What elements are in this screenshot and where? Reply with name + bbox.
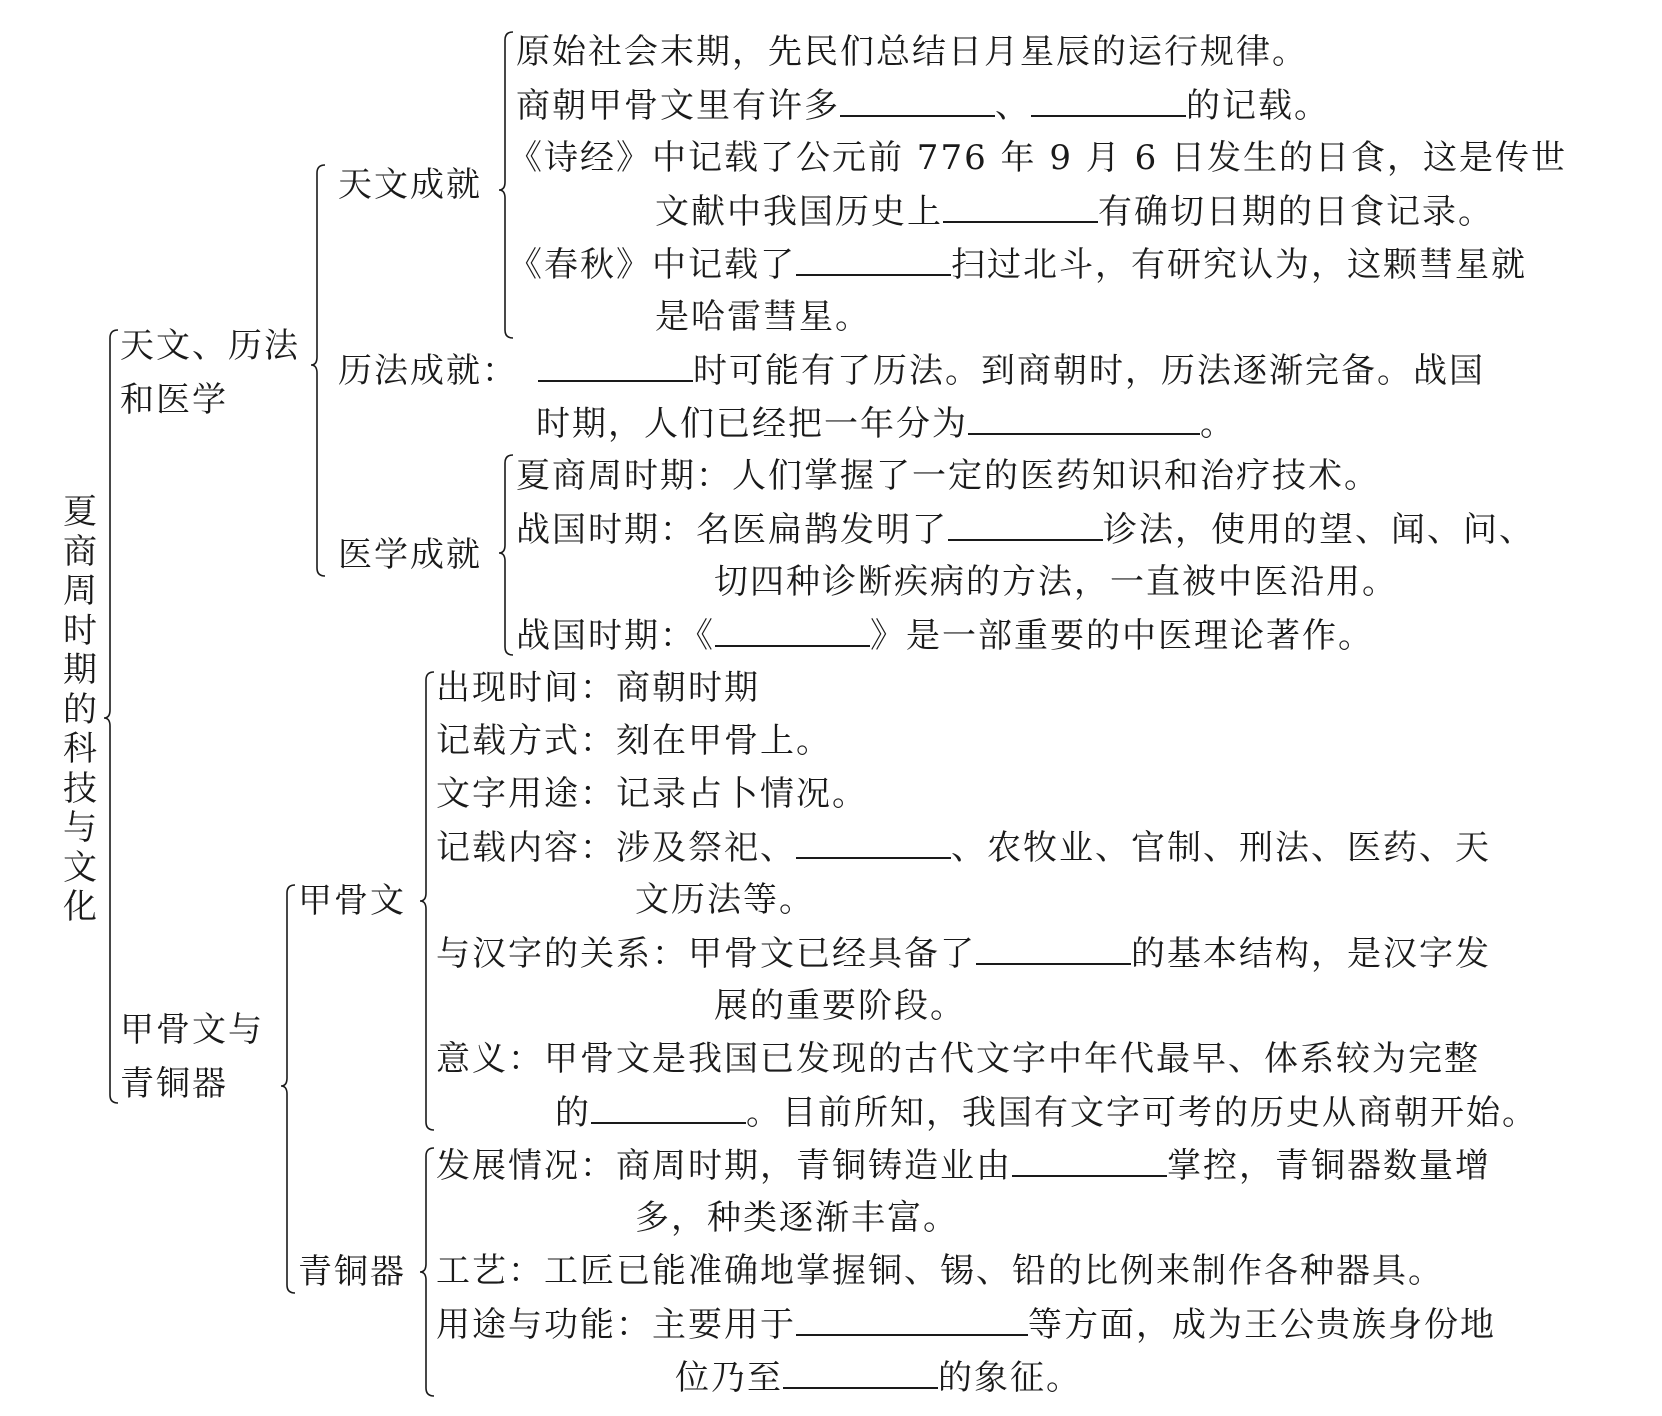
oracle-brace xyxy=(420,672,434,1130)
answer-blank[interactable] xyxy=(976,933,1131,965)
bronze-brace xyxy=(420,1148,434,1396)
bronze-craft: 工艺：工匠已能准确地掌握铜、锡、铅的比例来制作各种器具。 xyxy=(436,1251,1444,1291)
main-title: 夏商周时期的科技与文化 xyxy=(63,492,97,927)
oracle-content-c: 文历法等。 xyxy=(635,880,815,920)
astronomy-line3a: 《诗经》中记载了公元前 776 年 9 月 6 日发生的日食，这是传世 xyxy=(508,138,1568,178)
oracle-relation: 与汉字的关系：甲骨文已经具备了 的基本结构，是汉字发 xyxy=(436,934,1491,974)
oracle-use: 文字用途：记录占卜情况。 xyxy=(436,774,868,814)
astronomy-line4c: 是哈雷彗星。 xyxy=(655,297,871,337)
answer-blank[interactable] xyxy=(796,244,951,276)
branch2-brace xyxy=(281,885,295,1293)
calendar-line1: 历法成就： 时可能有了历法。到商朝时，历法逐渐完备。战国 xyxy=(338,351,1485,391)
medicine-line2c: 切四种诊断疾病的方法，一直被中医沿用。 xyxy=(714,562,1398,602)
astronomy-line2: 商朝甲骨文里有许多 、 的记载。 xyxy=(516,86,1330,126)
medicine-line2: 战国时期：名医扁鹊发明了 诊法，使用的望、闻、问、 xyxy=(516,510,1535,550)
bronze-development-c: 多，种类逐渐丰富。 xyxy=(635,1198,959,1238)
medicine-brace xyxy=(499,455,513,655)
astronomy-label: 天文成就 xyxy=(338,165,482,205)
oracle-time: 出现时间：商朝时期 xyxy=(436,668,760,708)
branch2-label-line1: 甲骨文与 xyxy=(120,1010,264,1050)
bronze-development: 发展情况：商周时期，青铜铸造业由 掌控，青铜器数量增 xyxy=(436,1146,1491,1186)
answer-blank[interactable] xyxy=(783,1357,938,1389)
answer-blank[interactable] xyxy=(1012,1145,1167,1177)
answer-blank[interactable] xyxy=(840,85,995,117)
medicine-line3: 战国时期：《 》是一部重要的中医理论著作。 xyxy=(516,616,1374,656)
astronomy-line4: 《春秋》中记载了 扫过北斗，有研究认为，这颗彗星就 xyxy=(508,245,1527,285)
answer-blank[interactable] xyxy=(796,827,951,859)
answer-blank[interactable] xyxy=(591,1092,746,1124)
answer-blank[interactable] xyxy=(796,1304,1028,1336)
medicine-line1: 夏商周时期：人们掌握了一定的医药知识和治疗技术。 xyxy=(516,456,1380,496)
answer-blank[interactable] xyxy=(968,403,1200,435)
oracle-label: 甲骨文 xyxy=(298,881,406,921)
oracle-content: 记载内容：涉及祭祀、 、农牧业、官制、刑法、医药、天 xyxy=(436,828,1491,868)
oracle-significance: 意义：甲骨文是我国已发现的古代文字中年代最早、体系较为完整 xyxy=(436,1039,1480,1079)
oracle-significance-b: 的 。目前所知，我国有文字可考的历史从商朝开始。 xyxy=(555,1093,1538,1133)
answer-blank[interactable] xyxy=(943,191,1098,223)
astronomy-line3b: 文献中我国历史上 有确切日期的日食记录。 xyxy=(655,192,1494,232)
calendar-line2: 时期，人们已经把一年分为 。 xyxy=(536,404,1236,444)
branch1-brace xyxy=(311,165,325,576)
branch2-label-line2: 青铜器 xyxy=(120,1064,228,1104)
answer-blank[interactable] xyxy=(948,509,1103,541)
bronze-label: 青铜器 xyxy=(298,1252,406,1292)
main-brace xyxy=(104,330,118,1103)
branch1-label-line2: 和医学 xyxy=(120,380,228,420)
bronze-function: 用途与功能：主要用于 等方面，成为王公贵族身份地 xyxy=(436,1305,1496,1345)
oracle-method: 记载方式：刻在甲骨上。 xyxy=(436,721,832,761)
branch1-label-line1: 天文、历法 xyxy=(120,326,300,366)
bronze-function-c: 位乃至 的象征。 xyxy=(675,1358,1082,1398)
answer-blank[interactable] xyxy=(538,350,693,382)
medicine-label: 医学成就 xyxy=(338,535,482,575)
calendar-label: 历法成就： xyxy=(338,351,518,391)
oracle-relation-c: 展的重要阶段。 xyxy=(714,986,966,1026)
answer-blank[interactable] xyxy=(1031,85,1186,117)
astronomy-brace xyxy=(499,32,513,338)
answer-blank[interactable] xyxy=(715,615,870,647)
astronomy-line1: 原始社会末期，先民们总结日月星辰的运行规律。 xyxy=(516,32,1308,72)
